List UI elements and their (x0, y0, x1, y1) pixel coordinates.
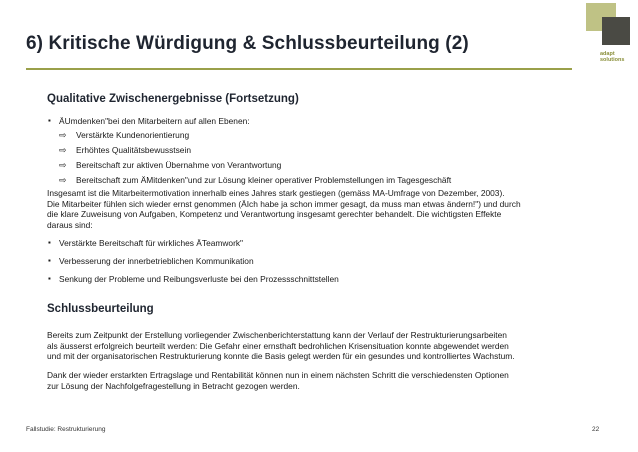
footer-caption: Fallstudie: Restrukturierung (26, 426, 106, 433)
sub-item-label: Bereitschaft zur aktiven Übernahme von Verantwortung (76, 160, 282, 170)
sub-item (59, 130, 190, 141)
section-heading-intermediate: Qualitative Zwischenergebnisse (Fortsetzung) (47, 93, 299, 105)
page-number: 22 (592, 426, 600, 433)
title-rule (26, 68, 572, 70)
arrow-right-icon: ⇨ (59, 130, 67, 140)
paragraph-line: und mit der organisatorischen Restrukturierung konnte die Basis gelegt werden für ein gesundes und kontrolliertes Wachstum. (47, 351, 515, 361)
logo-text-line2: solutions (600, 57, 625, 63)
sub-item (59, 175, 452, 186)
logo-square-dark (602, 17, 630, 45)
paragraph-line: Dank der wieder erstarkten Ertragslage und Rentabilität können nun in einem nächsten Schritt die verschiedensten Optionen (47, 370, 509, 380)
sub-item (59, 145, 191, 156)
effect-item: ▪ Senkung der Probleme und Reibungsverluste bei den Prozessschnittstellen (59, 274, 339, 285)
effect-item: ▪ Verstärkte Bereitschaft für wirkliches ÄTeamwork" (59, 238, 243, 249)
arrow-right-icon: ⇨ (59, 160, 67, 170)
paragraph-line: zur Lösung der Nachfolgefragestellung in Betracht gezogen werden. (47, 380, 300, 391)
bullet-item: ▪ ÄUmdenken"bei den Mitarbeitern auf allen Ebenen: (59, 116, 250, 127)
effect-item: ▪ Verbesserung der innerbetrieblichen Kommunikation (59, 256, 254, 267)
sub-item-label: Verstärkte Kundenorientierung (76, 130, 190, 140)
paragraph-line: Bereits zum Zeitpunkt der Erstellung vorliegender Zwischenberichterstattung kann der Verlauf der Restrukturierungsarbeiten (47, 330, 507, 340)
paragraph-line: die klare Zuweisung von Aufgaben, Kompetenz und Verantwortung insgesamt gerechter behandelt. Die wichtigsten Effekte (47, 209, 502, 219)
page-title: 6) Kritische Würdigung & Schlussbeurteilung (2) (26, 33, 469, 54)
logo-text-line1: adapt (600, 51, 615, 57)
paragraph-line: als äusserst erfolgreich beurteilt werden: Die Gefahr einer ernsthaft bedrohlichen Krisensituation konnte abgewendet werden (47, 340, 509, 351)
sub-item-label: Erhöhtes Qualitätsbewusstsein (76, 145, 191, 155)
sub-item (59, 160, 282, 171)
section-heading-conclusion: Schlussbeurteilung (47, 303, 154, 315)
arrow-right-icon: ⇨ (59, 175, 67, 185)
paragraph-line: Die Mitarbeiter fühlen sich wieder ernst genommen (ÄIch habe ja schon immer gesagt, da muss man etwas ändern!") und durch (47, 198, 521, 209)
paragraph-line: Insgesamt ist die Mitarbeitermotivation innerhalb eines Jahres stark gestiegen (gemäss MA-Umfrage von Dezember, 2003). (47, 188, 505, 198)
arrow-right-icon: ⇨ (59, 145, 67, 155)
paragraph-line: daraus sind: (47, 219, 93, 230)
sub-item-label: Bereitschaft zum ÄMitdenken"und zur Lösung kleiner operativer Problemstellungen im Tagesgeschäft (76, 175, 452, 185)
company-logo (586, 3, 632, 73)
